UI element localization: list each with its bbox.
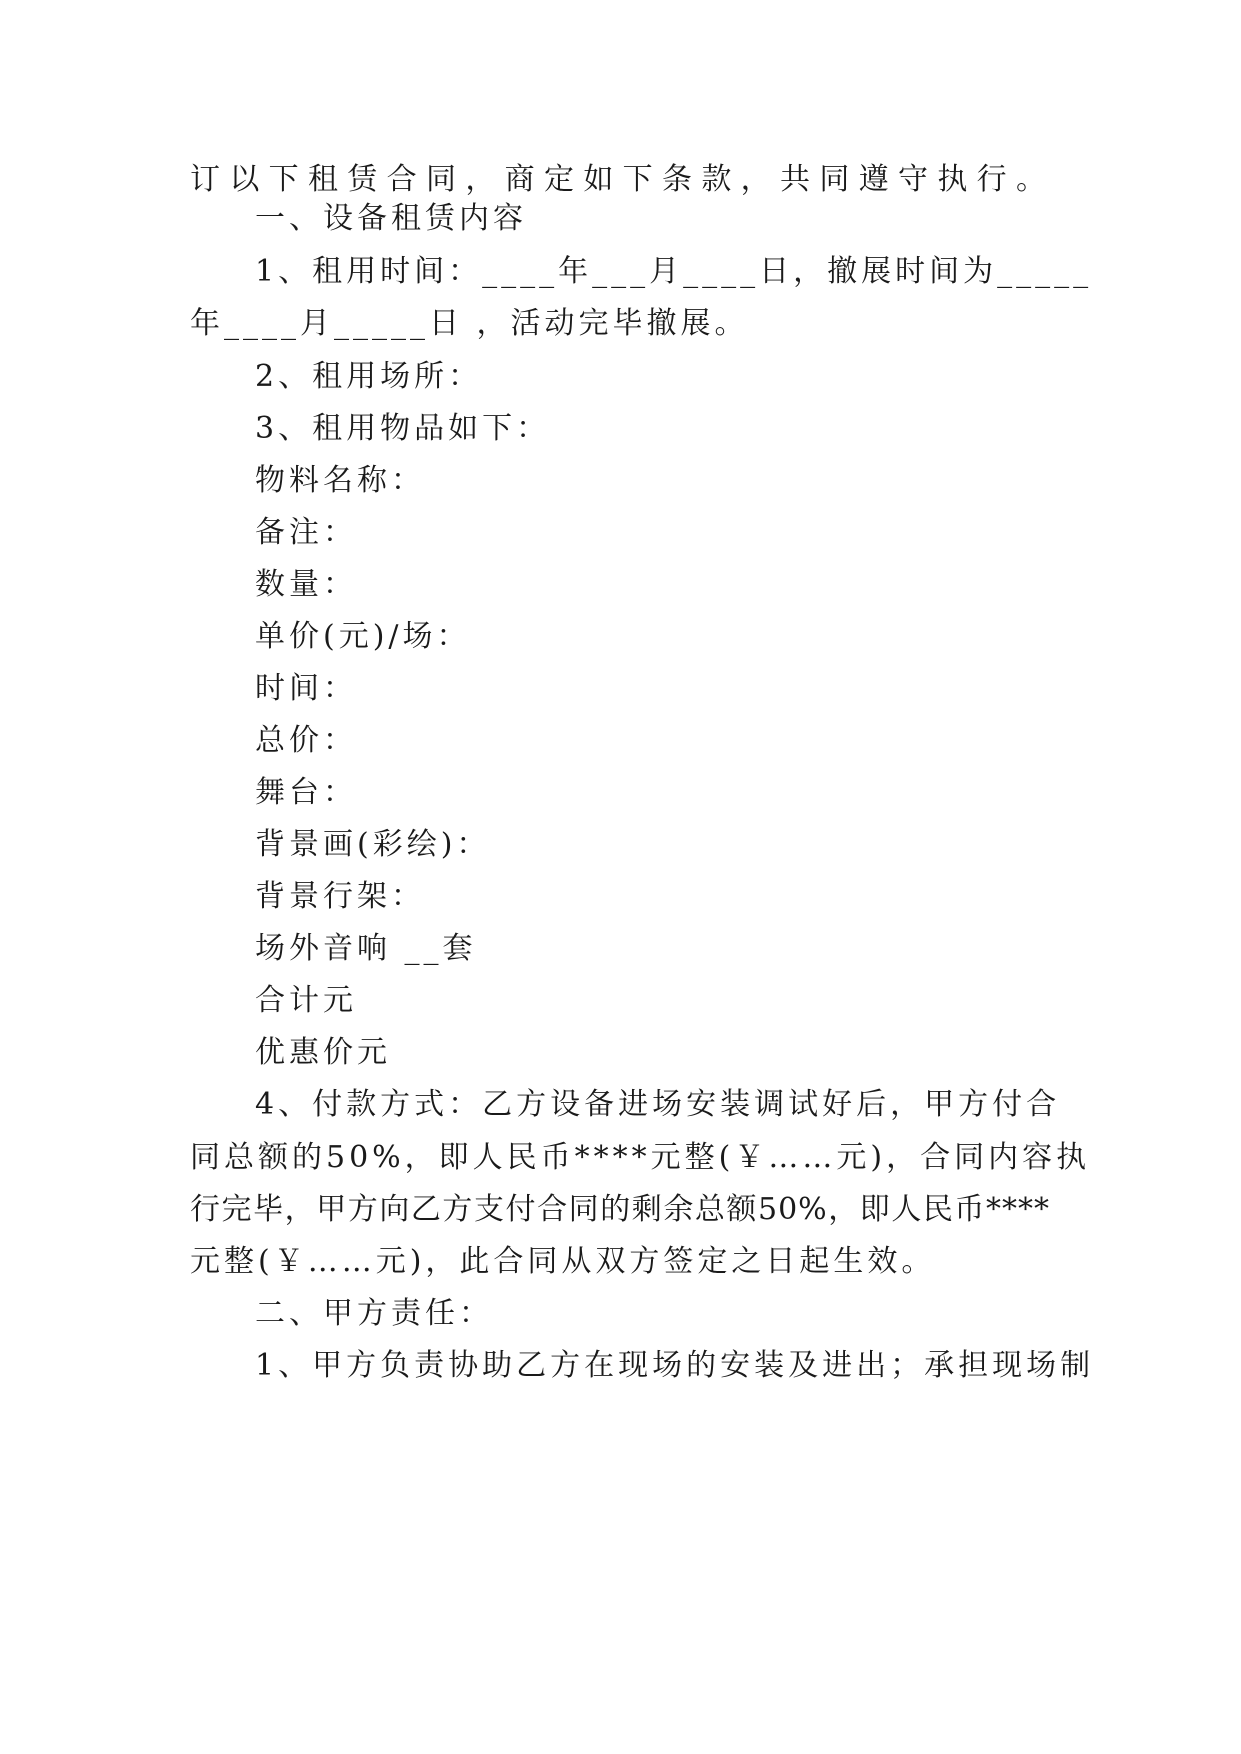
field-label: 总价：	[255, 723, 357, 758]
paragraph-line: 年____月_____日 ，活动完毕撤展。	[190, 306, 749, 341]
list-item: 3、租用物品如下：	[255, 411, 551, 446]
paragraph-line: 1、租用时间：____年___月____日，撤展时间为_____	[255, 254, 1093, 289]
paragraph-line: 行完毕，甲方向乙方支付合同的剩余总额50%，即人民币****	[190, 1192, 1050, 1227]
list-item: 2、租用场所：	[255, 359, 483, 394]
field-label: 背景行架：	[255, 879, 425, 914]
paragraph-line: 元整(￥……元)，此合同从双方签定之日起生效。	[190, 1244, 936, 1279]
paragraph-line: 4、付款方式：乙方设备进场安装调试好后，甲方付合	[255, 1087, 1061, 1122]
field-label: 背景画(彩绘)：	[255, 827, 491, 862]
field-label: 舞台：	[255, 775, 357, 810]
field-label: 合计元	[255, 983, 357, 1018]
paragraph-line: 订以下租赁合同，商定如下条款，共同遵守执行。	[190, 162, 1050, 197]
field-label: 优惠价元	[255, 1035, 391, 1070]
paragraph-line: 1、甲方负责协助乙方在现场的安装及进出；承担现场制	[255, 1348, 1095, 1383]
field-label: 数量：	[255, 567, 357, 602]
field-label: 物料名称：	[255, 463, 425, 498]
paragraph-line: 同总额的50%，即人民币****元整(￥……元)，合同内容执	[190, 1140, 1091, 1175]
field-label: 单价(元)/场：	[255, 619, 471, 654]
section-heading: 一、设备租赁内容	[255, 201, 527, 236]
field-label: 场外音响 __套	[255, 931, 477, 966]
field-label: 时间：	[255, 671, 357, 706]
section-heading: 二、甲方责任：	[255, 1296, 493, 1331]
field-label: 备注：	[255, 515, 357, 550]
